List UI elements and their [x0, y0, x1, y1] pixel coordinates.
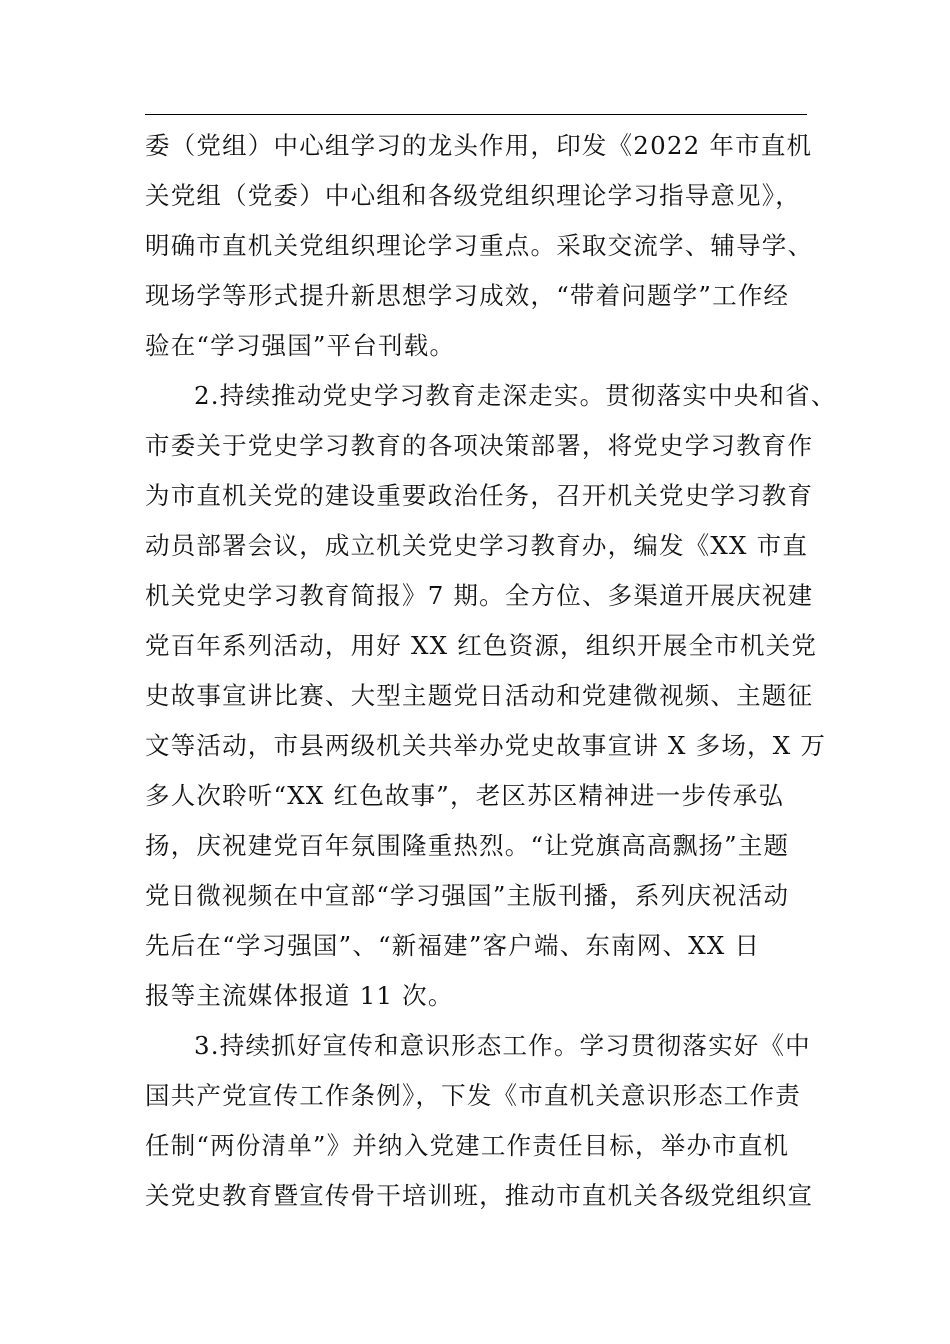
text-line-1: 委（党组）中心组学习的龙头作用，印发《2022 年市直机	[145, 131, 813, 160]
text-line-2: 关党组（党委）中心组和各级党组织理论学习指导意见》，	[145, 181, 801, 210]
text-line-17: 先后在“学习强国”、“新福建”客户端、东南网、XX 日	[145, 931, 761, 960]
text-line-13: 文等活动，市县两级机关共举办党史故事宣讲 X 多场，X 万	[145, 731, 827, 760]
text-line-9: 动员部署会议，成立机关党史学习教育办，编发《XX 市直	[145, 531, 809, 560]
text-line-11: 党百年系列活动，用好 XX 红色资源，组织开展全市机关党	[145, 631, 818, 660]
text-line-16: 党日微视频在中宣部“学习强国”主版刊播，系列庆祝活动	[145, 881, 790, 910]
text-line-14: 多人次聆听“XX 红色故事”，老区苏区精神进一步传承弘	[145, 781, 785, 810]
text-line-22: 关党史教育暨宣传骨干培训班，推动市直机关各级党组织宣	[145, 1181, 814, 1210]
header-rule	[145, 114, 807, 115]
text-line-18: 报等主流媒体报道 11 次。	[145, 981, 454, 1010]
text-line-7: 市委关于党史学习教育的各项决策部署，将党史学习教育作	[145, 431, 814, 460]
text-line-15: 扬，庆祝建党百年氛围隆重热烈。“让党旗高高飘扬”主题	[145, 831, 790, 860]
paragraph-2-heading-line: 2.持续推动党史学习教育走深走实。贯彻落实中央和省、	[194, 381, 837, 410]
text-line-5: 验在“学习强国”平台刊载。	[145, 331, 456, 360]
text-line-3: 明确市直机关党组织理论学习重点。采取交流学、辅导学、	[145, 231, 814, 260]
text-line-4: 现场学等形式提升新思想学习成效，“带着问题学”工作经	[145, 281, 790, 310]
text-line-21: 任制“两份清单”》并纳入党建工作责任目标，举办市直机	[145, 1131, 790, 1160]
text-line-20: 国共产党宣传工作条例》，下发《市直机关意识形态工作责	[145, 1081, 801, 1110]
text-line-12: 史故事宣讲比赛、大型主题党日活动和党建微视频、主题征	[145, 681, 814, 710]
text-line-10: 机关党史学习教育简报》7 期。全方位、多渠道开展庆祝建	[145, 581, 814, 610]
text-line-8: 为市直机关党的建设重要政治任务，召开机关党史学习教育	[145, 481, 814, 510]
paragraph-3-heading-line: 3.持续抓好宣传和意识形态工作。学习贯彻落实好《中	[194, 1031, 811, 1060]
